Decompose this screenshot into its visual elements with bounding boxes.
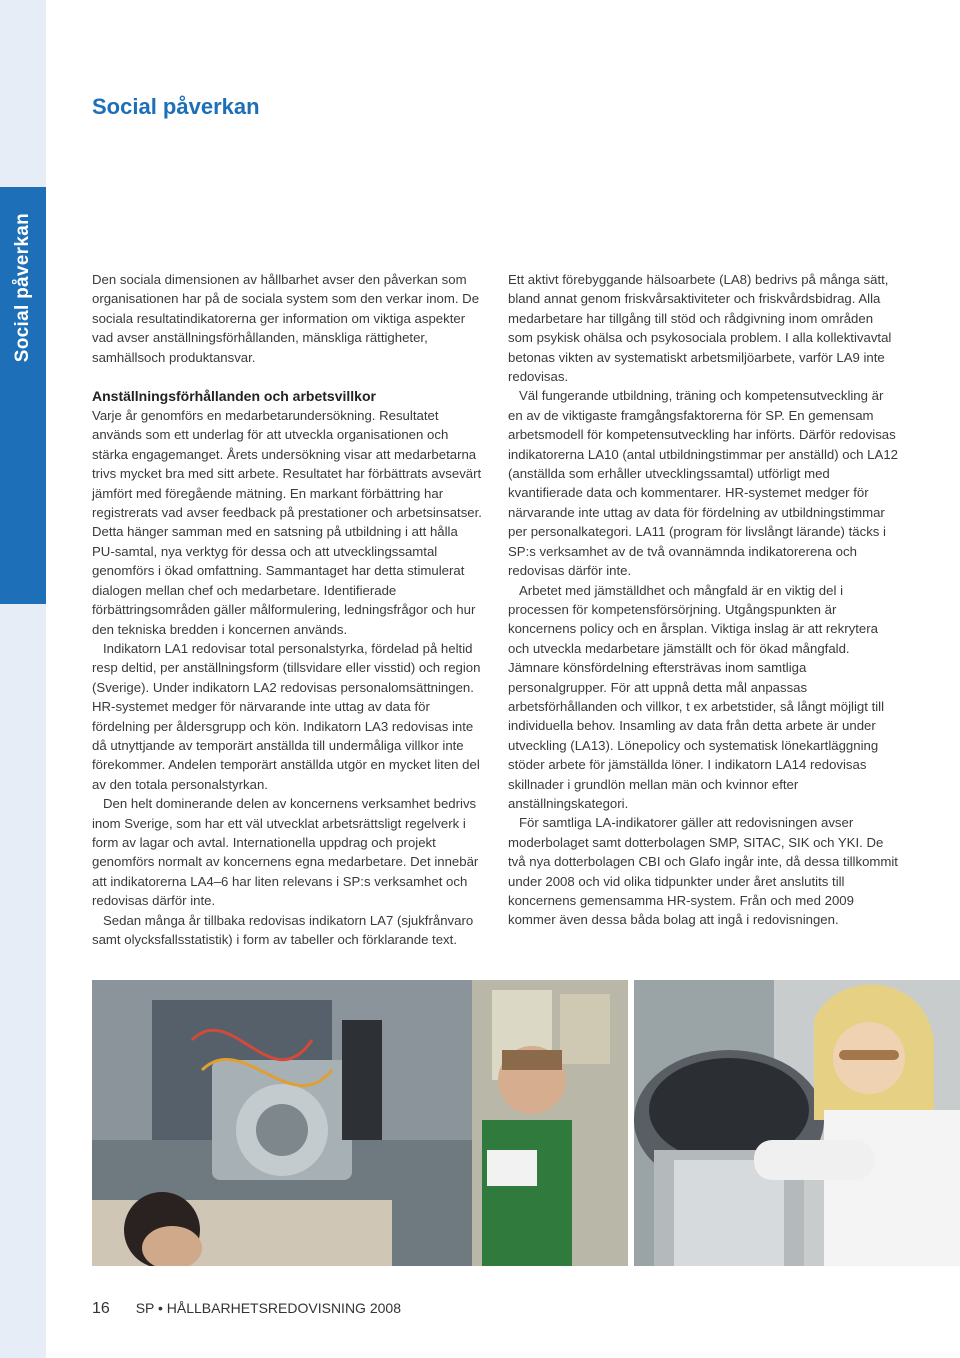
body-paragraph: Varje år genomförs en medarbetarundersökning. Resultatet används som ett underlag för att utveckla organisationen och stärka engagemanget. Årets undersökning visar att medarbetarna trivs mycket bra med sitt arbete. Resultatet har förbättrats avsevärt jämfört med föregående mätning. En markant förbättring har registrerats vad avser feedback på prestationer och arbetsinsatser. Detta hänger samman med en satsning på utbildning i att hålla PU-samtal, nya verktyg för dessa och att utvecklingssamtal genomförs i ökad omfattning. Sammantaget har detta stimulerat dialogen mellan chef och medarbetare. Identifierade förbättringsområden gäller målformulering, ledningsfrågor och hur den tekniska bredden i koncernen används. xyxy=(92,408,482,637)
lab-photo-technician xyxy=(634,980,960,1266)
body-paragraph: Den helt dominerande delen av koncernens verksamhet bedrivs inom Sverige, som har ett väl utvecklat arbetsrättsligt regelverk i form av lagar och avtal. Internationella uppdrag och projekt genomförs normalt av koncernens egna medarbetare. Det innebär att indikatorerna LA4–6 har liten relevans i SP:s verksamhet och redovisas därför inte. xyxy=(92,796,479,909)
right-column xyxy=(508,270,900,930)
left-column xyxy=(92,270,482,949)
body-paragraph: Indikatorn LA1 redovisar total personalstyrka, fördelad på heltid resp deltid, per anställningsform (tillsvidare eller visstid) och region (Sverige). Under indikatorn LA2 redovisas personalomsättningen. HR-systemet medger för närvarande inte uttag av data för fördelning per åldersgrupp och kön. Indikatorn LA3 redovisas inte då utnyttjande av temporärt anställda till undermåliga villkor inte förekommer. Andelen temporärt anställda utgör en mycket liten del av den totala personalstyrkan. xyxy=(92,640,481,792)
section-heading: Anställningsförhållanden och arbetsvillkor xyxy=(92,388,376,405)
body-paragraph: Sedan många år tillbaka redovisas indikatorn LA7 (sjukfrånvaro samt olycksfallsstatistik) i form av tabeller och förklarande text. xyxy=(92,912,474,947)
page-footer xyxy=(92,1300,401,1318)
body-paragraph: För samtliga LA-indikatorer gäller att redovisningen avser moderbolaget samt dotterbolagen SMP, SITAC, SIK och YKI. De två nya dotterbolagen CBI och Glafo ingår inte, då dessa tillkommit under 2008 och vid olika tidpunkter under året anslutits till koncernens gemensamma HR-system. Från och med 2009 kommer även dessa båda bolag att ingå i redovisningen. xyxy=(508,815,898,928)
body-paragraph: Väl fungerande utbildning, träning och kompetensutveckling är en av de viktigaste framgångsfaktorerna för SP. En gemensam arbetsmodell för kompetensutveckling har införts. Därför redovisas indikatorerna LA10 (antal utbildningstimmar per anställd) och LA12 (anställda som erhåller utvecklingssamtal) utförligt med kvantifierade data och kommentarer. HR-systemet medger för närvarande inte uttag av data för fördelning av utbildningstimmar per personalkategori. LA11 (program för livslångt lärande) täcks i SP:s verksamhet av de två ovannämnda indikatorerena och redovisas därför inte. xyxy=(508,388,898,579)
photo-row xyxy=(92,980,960,1266)
page-number: 16 xyxy=(92,1300,110,1317)
body-paragraph: Arbetet med jämställdhet och mångfald är en viktig del i processen för kompetensförsörjning. Utgångspunkten är koncernens policy och en årsplan. Viktiga inslag är att rekrytera och utveckla medarbetare jämställt och för ökad mångfald. Jämnare könsfördelning eftersträvas inom samtliga personalgrupper. För att uppnå detta mål anpassas arbetsförhållanden och villkor, t ex arbetstider, så långt möjligt till individuella behov. Insamling av data från detta arbete är under utveckling (LA13). Lönepolicy och systematisk lönekartläggning stöder arbete för jämställda löner. I indikatorn LA14 redovisas skillnader i grundlön mellan män och kvinnor efter anställningskategori. xyxy=(508,582,885,811)
publication-title: SP • HÅLLBARHETSREDOVISNING 2008 xyxy=(135,1300,401,1316)
intro-paragraph: Den sociala dimensionen av hållbarhet avser den påverkan som organisationen har på de sociala system som den verkar inom. De sociala resultatindikatorerna ger information om viktiga aspekter vad avser anställningsförhållanden, mänskliga rättigheter, samhällsoch produktansvar. xyxy=(92,272,480,365)
body-paragraph: Ett aktivt förebyggande hälsoarbete (LA8) bedrivs på många sätt, bland annat genom friskvårsaktiviteter och friskvårdsbidrag. Alla medarbetare har tillgång till stöd och rådgivning inom områden som psykisk ohälsa och psykosociala problem. I alla kollektivavtal betonas vikten av systematiskt arbetsmiljöarbete, varför LA9 inte redovisas. xyxy=(508,272,892,385)
section-tab xyxy=(0,187,46,604)
section-tab-label: Social påverkan xyxy=(12,213,33,363)
page-title: Social påverkan xyxy=(92,94,260,119)
lab-photo-equipment xyxy=(92,980,628,1266)
